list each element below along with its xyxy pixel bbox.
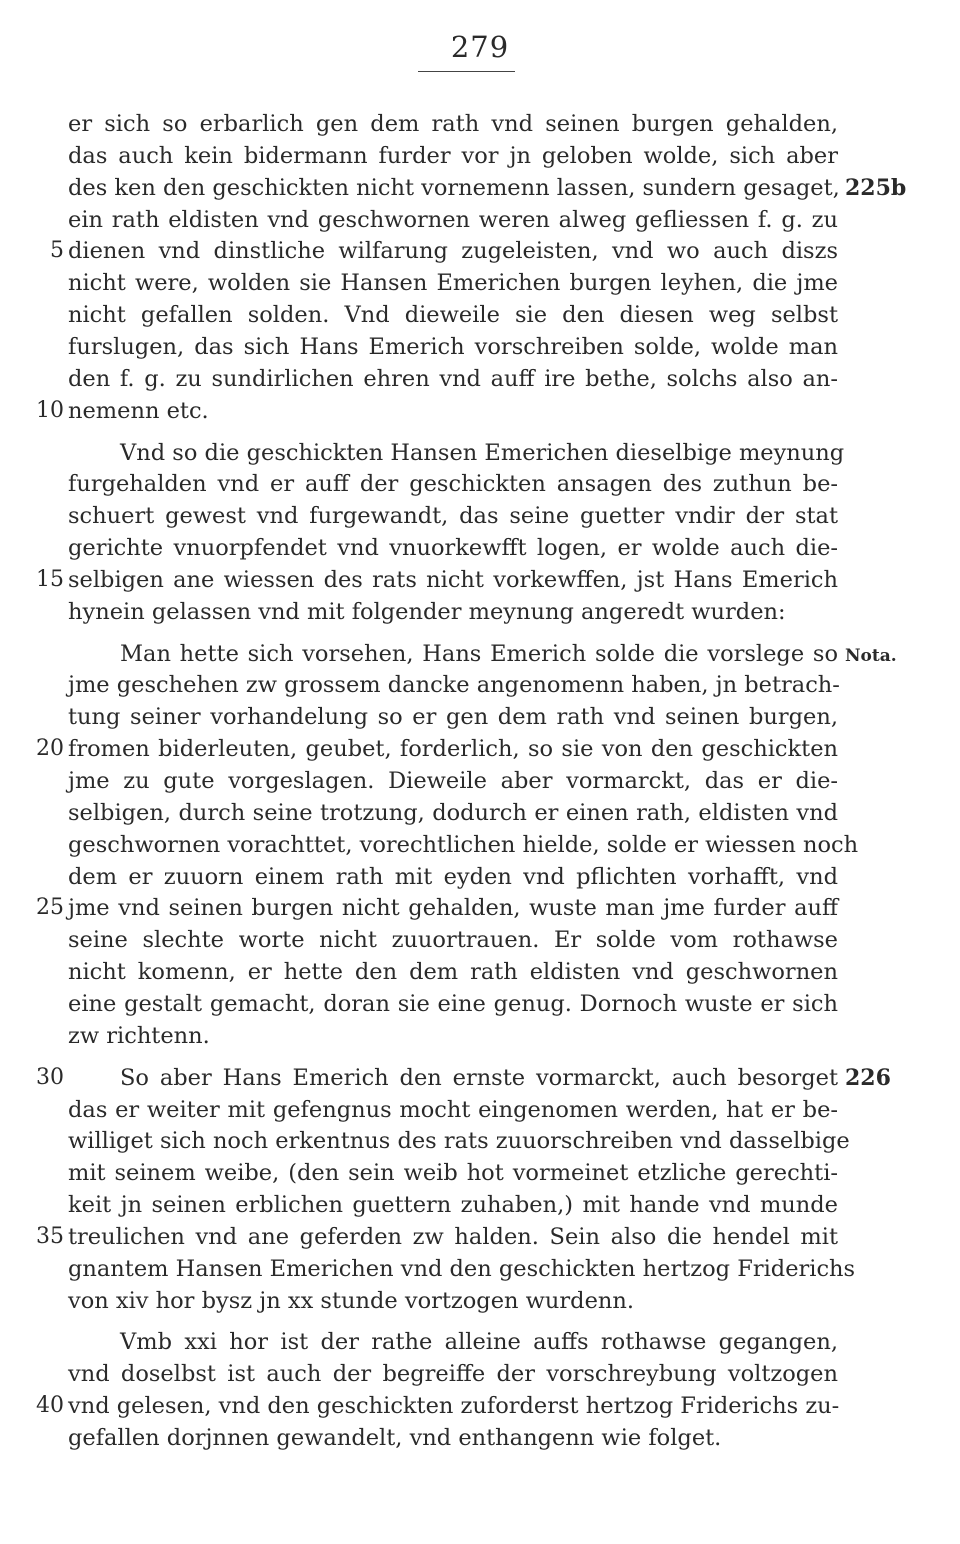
text-line: Man hette sich vorsehen, Hans Emerich solde die vorslege so [120, 640, 838, 667]
text-line: furslugen, das sich Hans Emerich vorschreiben solde, wolde man [68, 333, 838, 360]
text-line: treulichen vnd ane geferden zw halden. Sein also die hendel mit [68, 1223, 838, 1250]
margin-note: Nota. [845, 645, 897, 666]
text-line: tung seiner vorhandelung so er gen dem rath vnd seinen burgen, [68, 704, 838, 731]
line-number: 5 [50, 238, 64, 264]
text-line: hynein gelassen vnd mit folgender meynung angeredt wurden: [68, 598, 786, 625]
text-line: williget sich noch erkentnus des rats zuuorschreiben vnd dasselbige [68, 1128, 850, 1155]
text-line: das auch kein bidermann furder vor jn geloben wolde, sich aber [68, 142, 838, 169]
page-number-rule [418, 71, 515, 72]
text-line: nicht gefallen solden. Vnd dieweile sie den diesen weg selbst [68, 302, 838, 329]
text-line: dem er zuuorn einem rath mit eyden vnd pflichten vorhafft, vnd [68, 863, 838, 890]
text-line: fromen biderleuten, geubet, forderlich, so sie von den geschickten [68, 736, 838, 763]
text-line: Vmb xxi hor ist der rathe alleine auffs rothawse gegangen, [120, 1329, 838, 1356]
text-line: dienen vnd dinstliche wilfarung zugeleisten, vnd wo auch diszs [68, 238, 838, 265]
text-line: selbigen ane wiessen des rats nicht vorkewffen, jst Hans Emerich [68, 566, 838, 593]
text-line: des ken den geschickten nicht vornemenn lassen, sundern gesaget, [68, 174, 840, 201]
line-number: 10 [36, 397, 64, 423]
text-line: jme vnd seinen burgen nicht gehalden, wuste man jme furder auff [68, 895, 838, 922]
line-number: 15 [36, 566, 64, 592]
line-number: 20 [36, 736, 64, 762]
text-line: mit seinem weibe, (den sein weib hot vormeinet etzliche gerechti- [68, 1160, 838, 1187]
text-line: schuert gewest vnd furgewandt, das seine guetter vndir der stat [68, 503, 838, 530]
margin-note: 226 [845, 1064, 891, 1091]
line-number: 25 [36, 895, 64, 921]
text-line: jme zu gute vorgeslagen. Dieweile aber vormarckt, das er die- [68, 768, 838, 794]
text-line: geschwornen vorachttet, vorechtlichen hielde, solde er wiessen noch [68, 831, 859, 858]
text-line: gefallen dorjnnen gewandelt, vnd enthangenn wie folget. [68, 1425, 722, 1451]
text-line: den f. g. zu sundirlichen ehren vnd auff ire bethe, solchs also an- [68, 365, 838, 392]
text-line: jme geschehen zw grossem dancke angenomenn haben, jn betrach- [68, 672, 840, 699]
text-line: ein rath eldisten vnd geschwornen weren alweg gefliessen f. g. zu [68, 206, 838, 233]
line-number: 40 [36, 1393, 64, 1419]
text-line: das er weiter mit gefengnus mocht eingenomen werden, hat er be- [68, 1096, 838, 1123]
text-line: keit jn seinen erblichen guettern zuhaben,) mit hande vnd munde [68, 1192, 838, 1219]
text-line: zw richtenn. [68, 1022, 210, 1049]
line-number: 30 [36, 1064, 64, 1090]
text-line: So aber Hans Emerich den ernste vormarckt, auch besorget [120, 1064, 838, 1091]
text-line: von xiv hor bysz jn xx stunde vortzogen wurdenn. [68, 1287, 635, 1314]
text-line: seine slechte worte nicht zuuortrauen. Er solde vom rothawse [68, 927, 838, 954]
margin-note: 225b [845, 174, 907, 201]
text-line: Vnd so die geschickten Hansen Emerichen dieselbige meynung [120, 439, 845, 466]
text-line: er sich so erbarlich gen dem rath vnd seinen burgen gehalden, [68, 111, 838, 137]
text-line: gnantem Hansen Emerichen vnd den geschickten hertzog Friderichs [68, 1255, 856, 1282]
text-line: furgehalden vnd er auff der geschickten ansagen des zuthun be- [68, 471, 838, 498]
text-line: nicht were, wolden sie Hansen Emerichen burgen leyhen, die jme [68, 270, 838, 297]
line-number: 35 [36, 1223, 64, 1249]
text-line: vnd gelesen, vnd den geschickten zuforderst hertzog Friderichs zu- [68, 1393, 840, 1420]
text-line: selbigen, durch seine trotzung, dodurch er einen rath, eldisten vnd [68, 799, 838, 826]
text-line: gerichte vnuorpfendet vnd vnuorkewfft logen, er wolde auch die- [68, 535, 838, 562]
page-number: 279 [450, 30, 510, 64]
text-line: nemenn etc. [68, 397, 209, 424]
text-line: eine gestalt gemacht, doran sie eine genug. Dornoch wuste er sich [68, 990, 838, 1017]
text-line: nicht komenn, er hette den dem rath eldisten vnd geschwornen [68, 959, 838, 986]
text-line: vnd doselbst ist auch der begreiffe der vorschreybung voltzogen [68, 1361, 838, 1388]
